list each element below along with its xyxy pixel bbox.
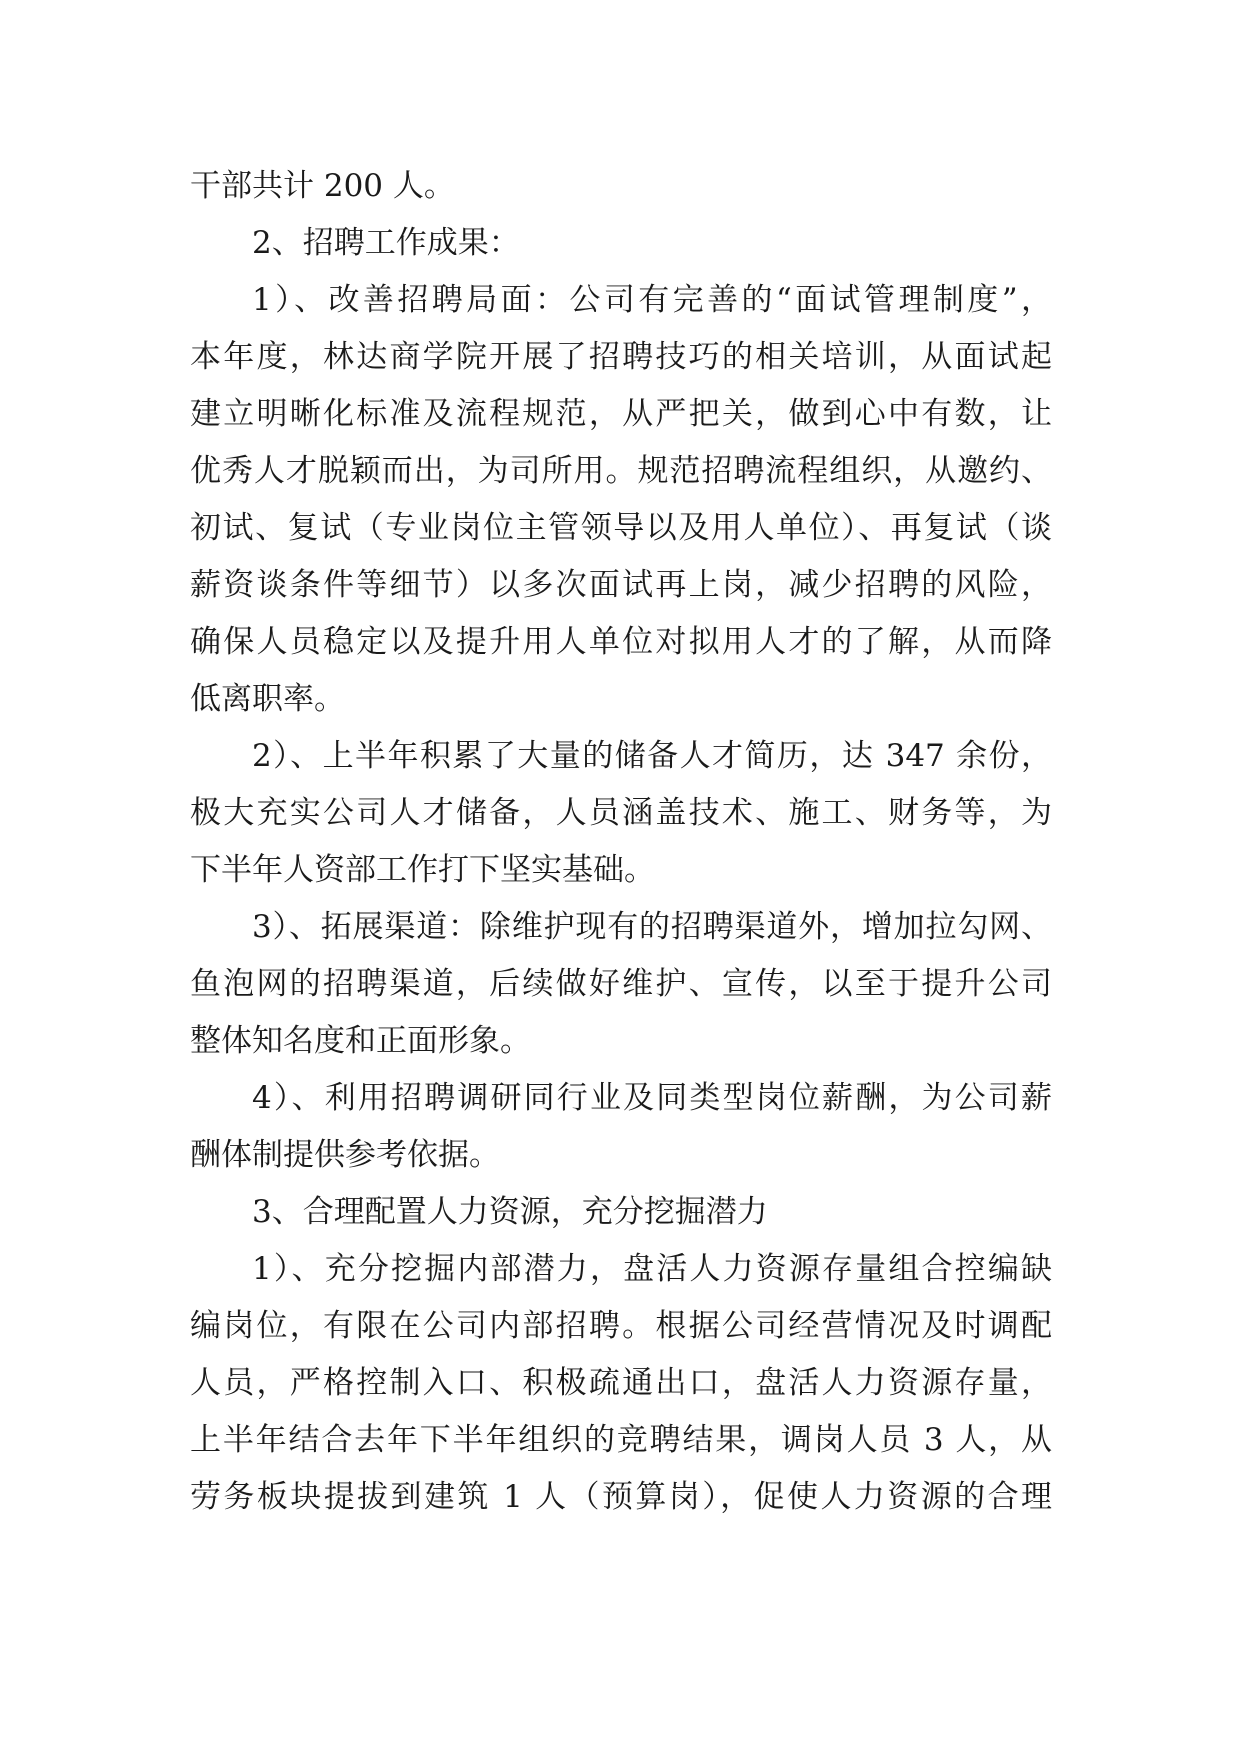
text-line: 3）、拓展渠道：除维护现有的招聘渠道外，增加拉勾网、 bbox=[252, 909, 1052, 945]
text-line: 人员，严格控制入口、积极疏通出口，盘活人力资源存量， bbox=[190, 1365, 1052, 1401]
section-heading: 3、合理配置人力资源，充分挖掘潜力 bbox=[252, 1194, 768, 1230]
section-heading: 2、招聘工作成果： bbox=[252, 225, 520, 261]
text-line: 优秀人才脱颖而出，为司所用。规范招聘流程组织，从邀约、 bbox=[190, 453, 1052, 489]
text-line: 初试、复试（专业岗位主管领导以及用人单位）、再复试（谈 bbox=[190, 510, 1052, 546]
text-line: 建立明晰化标准及流程规范，从严把关，做到心中有数，让 bbox=[190, 396, 1052, 432]
text-line: 整体知名度和正面形象。 bbox=[190, 1023, 531, 1059]
text-line: 本年度，林达商学院开展了招聘技巧的相关培训，从面试起 bbox=[190, 339, 1052, 375]
text-line: 1）、改善招聘局面：公司有完善的“面试管理制度”， bbox=[252, 282, 1052, 318]
document-body bbox=[190, 158, 1052, 1526]
text-line: 1）、充分挖掘内部潜力，盘活人力资源存量组合控编缺 bbox=[252, 1251, 1052, 1287]
text-line: 干部共计 200 人。 bbox=[190, 168, 455, 204]
text-line: 薪资谈条件等细节）以多次面试再上岗，减少招聘的风险， bbox=[190, 567, 1052, 603]
text-line: 编岗位，有限在公司内部招聘。根据公司经营情况及时调配 bbox=[190, 1308, 1052, 1344]
text-line: 上半年结合去年下半年组织的竞聘结果，调岗人员 3 人，从 bbox=[190, 1422, 1052, 1458]
text-line: 2）、上半年积累了大量的储备人才简历，达 347 余份， bbox=[252, 738, 1052, 774]
text-line: 极大充实公司人才储备，人员涵盖技术、施工、财务等，为 bbox=[190, 795, 1052, 831]
text-line: 低离职率。 bbox=[190, 681, 345, 717]
text-line: 4）、利用招聘调研同行业及同类型岗位薪酬，为公司薪 bbox=[252, 1080, 1052, 1116]
text-line: 酬体制提供参考依据。 bbox=[190, 1137, 500, 1173]
text-line: 确保人员稳定以及提升用人单位对拟用人才的了解，从而降 bbox=[190, 624, 1052, 660]
text-line: 劳务板块提拔到建筑 1 人（预算岗），促使人力资源的合理 bbox=[190, 1479, 1052, 1515]
text-line: 下半年人资部工作打下坚实基础。 bbox=[190, 852, 655, 888]
text-line: 鱼泡网的招聘渠道，后续做好维护、宣传，以至于提升公司 bbox=[190, 966, 1052, 1002]
